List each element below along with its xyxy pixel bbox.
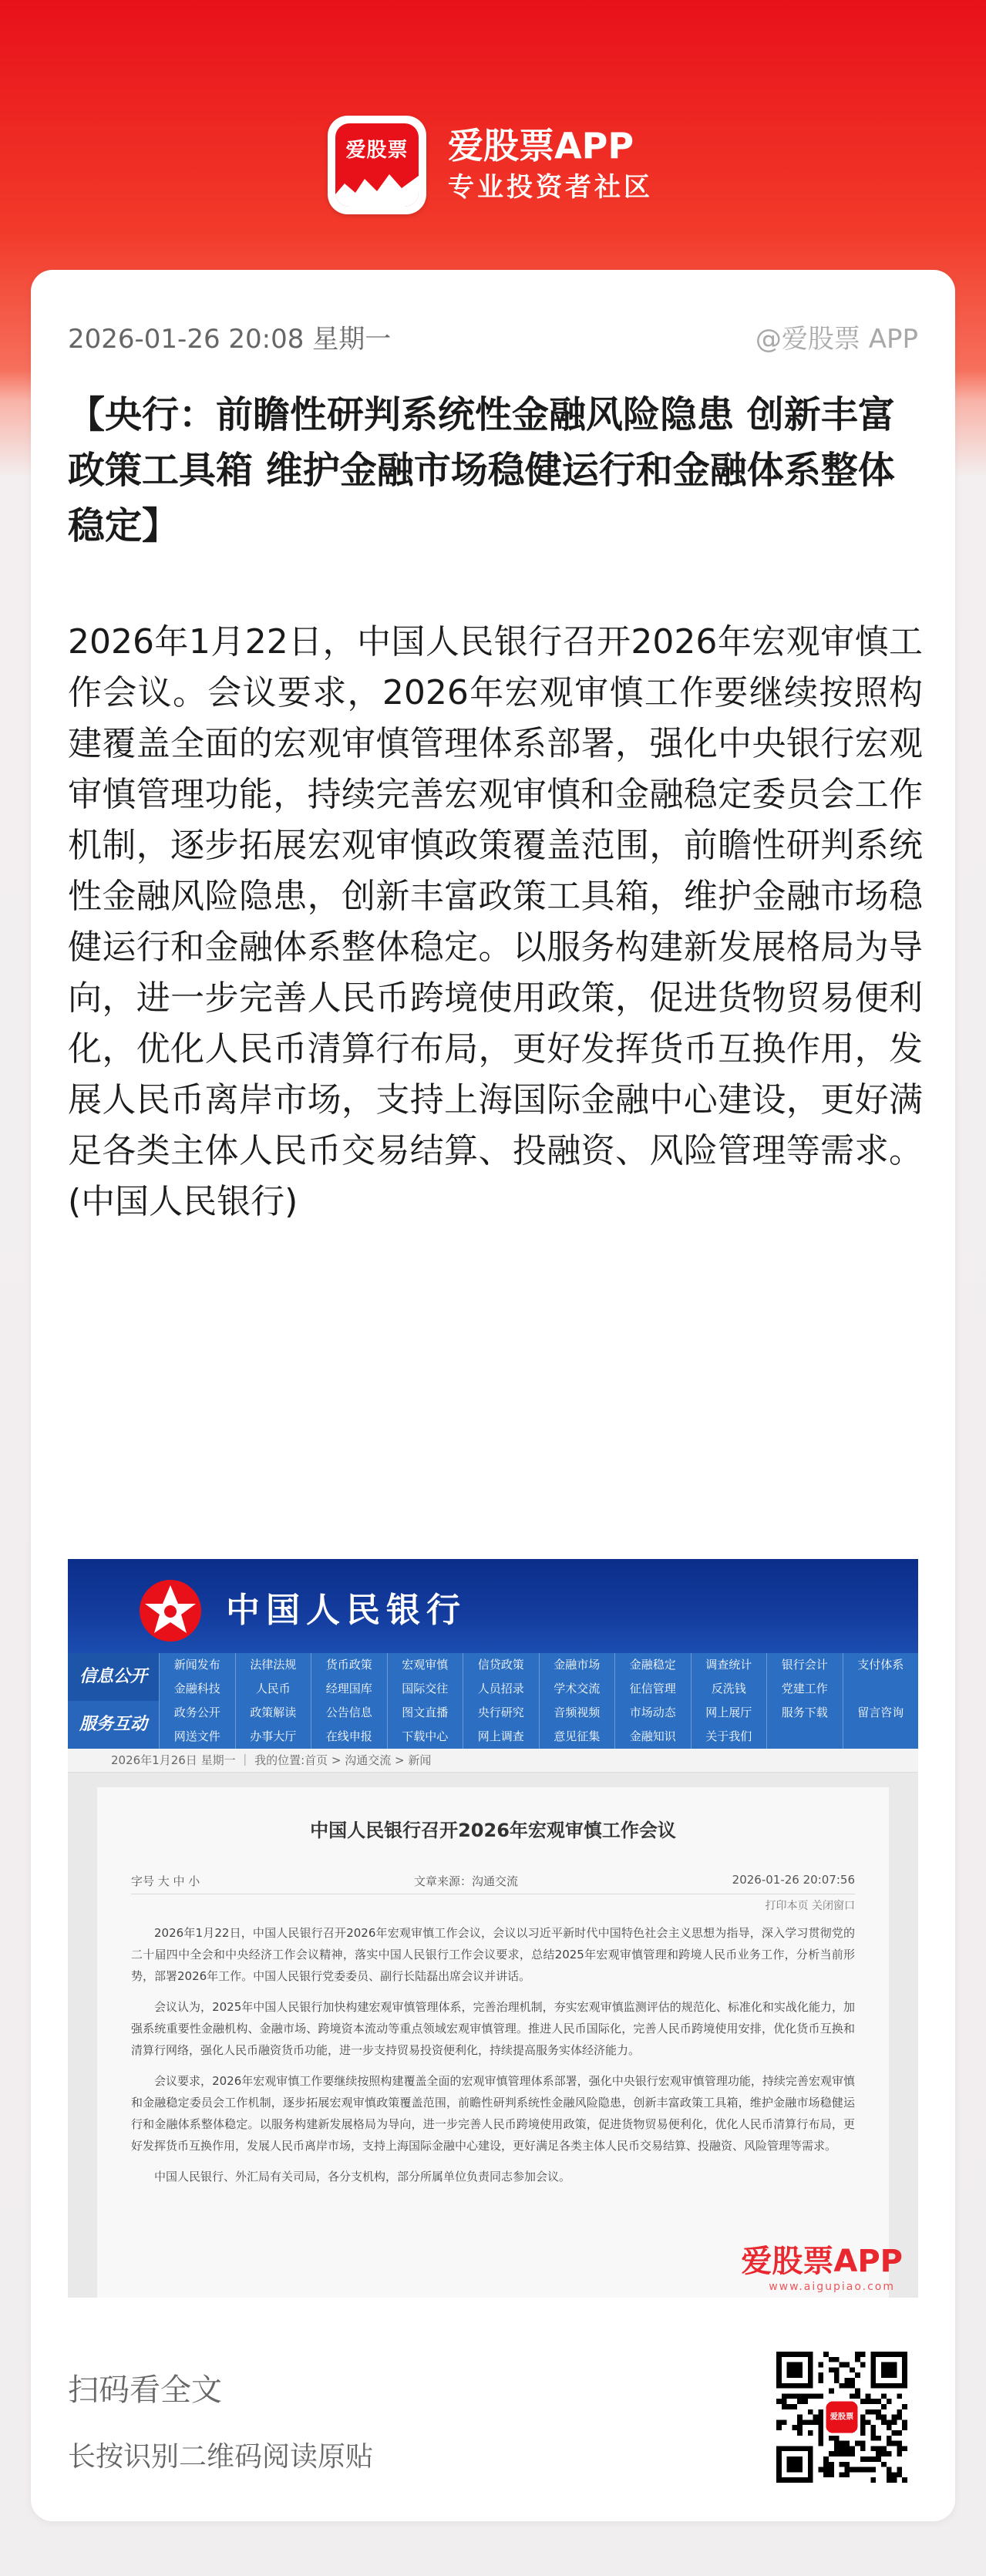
- app-name: 爱股票APP: [448, 125, 634, 167]
- article-source-label: 文章来源：沟通交流: [413, 1874, 518, 1888]
- nav-item[interactable]: 人民币: [235, 1677, 311, 1701]
- nav-item[interactable]: 宏观审慎: [387, 1653, 463, 1677]
- nav-item[interactable]: [843, 1725, 919, 1749]
- pbc-article-title: 中国人民银行召开2026年宏观审慎工作会议: [310, 1820, 676, 1841]
- nav-item[interactable]: 法律法规: [235, 1653, 311, 1677]
- nav-item[interactable]: 新闻发布: [159, 1653, 235, 1677]
- nav-grid: [159, 1653, 918, 1749]
- nav-item[interactable]: 市场动态: [614, 1701, 691, 1725]
- pbc-paragraph: 会议认为，2025年中国人民银行加快构建宏观审慎管理体系，完善治理机制，夯实宏观审慎监测评估的规范化、标准化和实战化能力，加强系统重要性金融机构、金融市场、跨境资本流动等重点领域宏观审慎管理。推进人民币国际化，完善人民币跨境使用安排，优化货币互换和清算行网络，强化人民币融资货币功能，进一步支持贸易投资便利化，持续提高服务实体经济能力。: [131, 2000, 855, 2057]
- nav-item[interactable]: 办事大厅: [235, 1725, 311, 1749]
- nav-section-info: 信息公开: [68, 1653, 159, 1701]
- nav-item[interactable]: 支付体系: [843, 1653, 919, 1677]
- scan-hint: 长按识别二维码阅读原贴: [68, 2441, 374, 2473]
- nav-item[interactable]: 下载中心: [387, 1725, 463, 1749]
- nav-item[interactable]: 央行研究: [463, 1701, 539, 1725]
- pbc-paragraph: 中国人民银行、外汇局有关司局，各分支机构，部分所属单位负责同志参加会议。: [154, 2170, 571, 2184]
- nav-item[interactable]: 公告信息: [311, 1701, 387, 1725]
- brand-header: [328, 116, 653, 214]
- post-source: @爱股票 APP: [755, 324, 918, 355]
- embedded-screenshot: [68, 1559, 918, 2298]
- nav-item[interactable]: 网上调查: [463, 1725, 539, 1749]
- nav-item[interactable]: 经理国库: [311, 1677, 387, 1701]
- pbc-paragraph: 2026年1月22日，中国人民银行召开2026年宏观审慎工作会议，会议以习近平新时代中国特色社会主义思想为指导，深入学习贯彻党的二十届四中全会和中央经济工作会议精神，落实中国人民银行工作会议要求，总结2025年宏观审慎管理和跨境人民币业务工作，分析当前形势，部署2026年工作。中国人民银行党委委员、副行长陆磊出席会议并讲话。: [131, 1926, 855, 1983]
- nav-item[interactable]: 党建工作: [766, 1677, 843, 1701]
- pbc-banner: [68, 1559, 918, 1653]
- pbc-paragraph: 会议要求，2026年宏观审慎工作要继续按照构建覆盖全面的宏观审慎管理体系部署，强化中央银行宏观审慎管理功能，持续完善宏观审慎和金融稳定委员会工作机制，逐步拓展宏观审慎政策覆盖范围，前瞻性研判系统性金融风险隐患，创新丰富政策工具箱，维护金融市场稳健运行和金融体系整体稳定。以服务构建新发展格局为导向，进一步完善人民币跨境使用政策，促进货物贸易便利化，优化人民币清算行布局，更好发挥货币互换作用，发展人民币离岸市场，支持上海国际金融中心建设，更好满足各类主体人民币交易结算、投融资、风险管理等需求。: [131, 2074, 855, 2153]
- post-body: 2026年1月22日，中国人民银行召开2026年宏观审慎工作会议。会议要求，2026年宏观审慎工作要继续按照构建覆盖全面的宏观审慎管理体系部署，强化中央银行宏观审慎管理功能，持续完善宏观审慎和金融稳定委员会工作机制，逐步拓展宏观审慎政策覆盖范围，前瞻性研判系统性金融风险隐患，创新丰富政策工具箱，维护金融市场稳健运行和金融体系整体稳定。以服务构建新发展格局为导向，进一步完善人民币跨境使用政策，促进货物贸易便利化，优化人民币清算行布局，更好发挥货币互换作用，发展人民币离岸市场，支持上海国际金融中心建设，更好满足各类主体人民币交易结算、投融资、风险管理等需求。(中国人民银行): [68, 622, 923, 1221]
- nav-item[interactable]: 调查统计: [691, 1653, 767, 1677]
- app-logo-text: 爱股票: [345, 139, 409, 162]
- scan-title: 扫码看全文: [68, 2372, 222, 2408]
- nav-item[interactable]: [843, 1677, 919, 1701]
- post-meta: [68, 318, 918, 355]
- nav-item[interactable]: 反洗钱: [691, 1677, 767, 1701]
- nav-item[interactable]: 信贷政策: [463, 1653, 539, 1677]
- nav-item[interactable]: 货币政策: [311, 1653, 387, 1677]
- nav-item[interactable]: 金融稳定: [614, 1653, 691, 1677]
- font-size-label: 字号 大 中 小: [131, 1874, 200, 1888]
- nav-item[interactable]: [766, 1725, 843, 1749]
- nav-item[interactable]: 网送文件: [159, 1725, 235, 1749]
- nav-item[interactable]: 银行会计: [766, 1653, 843, 1677]
- nav-item[interactable]: 国际交往: [387, 1677, 463, 1701]
- nav-item[interactable]: 关于我们: [691, 1725, 767, 1749]
- post-card: [31, 270, 955, 2521]
- post-datetime: 2026-01-26 20:08 星期一: [68, 324, 392, 355]
- article-date-label: 2026-01-26 20:07:56: [732, 1873, 855, 1887]
- watermark-logo: 爱股票APP: [741, 2244, 903, 2279]
- nav-item[interactable]: 网上展厅: [691, 1701, 767, 1725]
- pbc-breadcrumb: 2026年1月26日 星期一 ｜ 我的位置:首页 > 沟通交流 > 新闻: [68, 1749, 918, 1773]
- nav-item[interactable]: 音频视频: [539, 1701, 615, 1725]
- app-slogan: 专业投资者社区: [448, 172, 653, 203]
- chart-line-icon: [335, 160, 419, 207]
- pbc-tools: 打印本页 关闭窗口: [765, 1900, 855, 1912]
- nav-item[interactable]: 政策解读: [235, 1701, 311, 1725]
- nav-item[interactable]: 服务下载: [766, 1701, 843, 1725]
- nav-item[interactable]: 征信管理: [614, 1677, 691, 1701]
- app-logo: [328, 116, 426, 214]
- nav-item[interactable]: 金融科技: [159, 1677, 235, 1701]
- qr-logo-text: 爱股票: [830, 2413, 854, 2422]
- nav-item[interactable]: 留言咨询: [843, 1701, 919, 1725]
- nav-item[interactable]: 金融市场: [539, 1653, 615, 1677]
- pbc-emblem-icon: [137, 1578, 204, 1644]
- nav-item[interactable]: 图文直播: [387, 1701, 463, 1725]
- pbc-article: [97, 1787, 889, 2298]
- post-headline: 【央行：前瞻性研判系统性金融风险隐患 创新丰富政策工具箱 维护金融市场稳健运行和金融体系整体稳定】: [68, 393, 895, 547]
- nav-item[interactable]: 学术交流: [539, 1677, 615, 1701]
- watermark-url: www.aigupiao.com: [769, 2281, 895, 2293]
- nav-item[interactable]: 在线申报: [311, 1725, 387, 1749]
- pbc-article-info: [131, 1873, 855, 1894]
- nav-item[interactable]: 金融知识: [614, 1725, 691, 1749]
- nav-item[interactable]: 政务公开: [159, 1701, 235, 1725]
- nav-item[interactable]: 人员招录: [463, 1677, 539, 1701]
- qr-code-icon[interactable]: [776, 2352, 907, 2483]
- pbc-nav: [68, 1653, 918, 1749]
- nav-item[interactable]: 意见征集: [539, 1725, 615, 1749]
- nav-section-service: 服务互动: [68, 1701, 159, 1749]
- pbc-site-title: 中国人民银行: [226, 1591, 466, 1630]
